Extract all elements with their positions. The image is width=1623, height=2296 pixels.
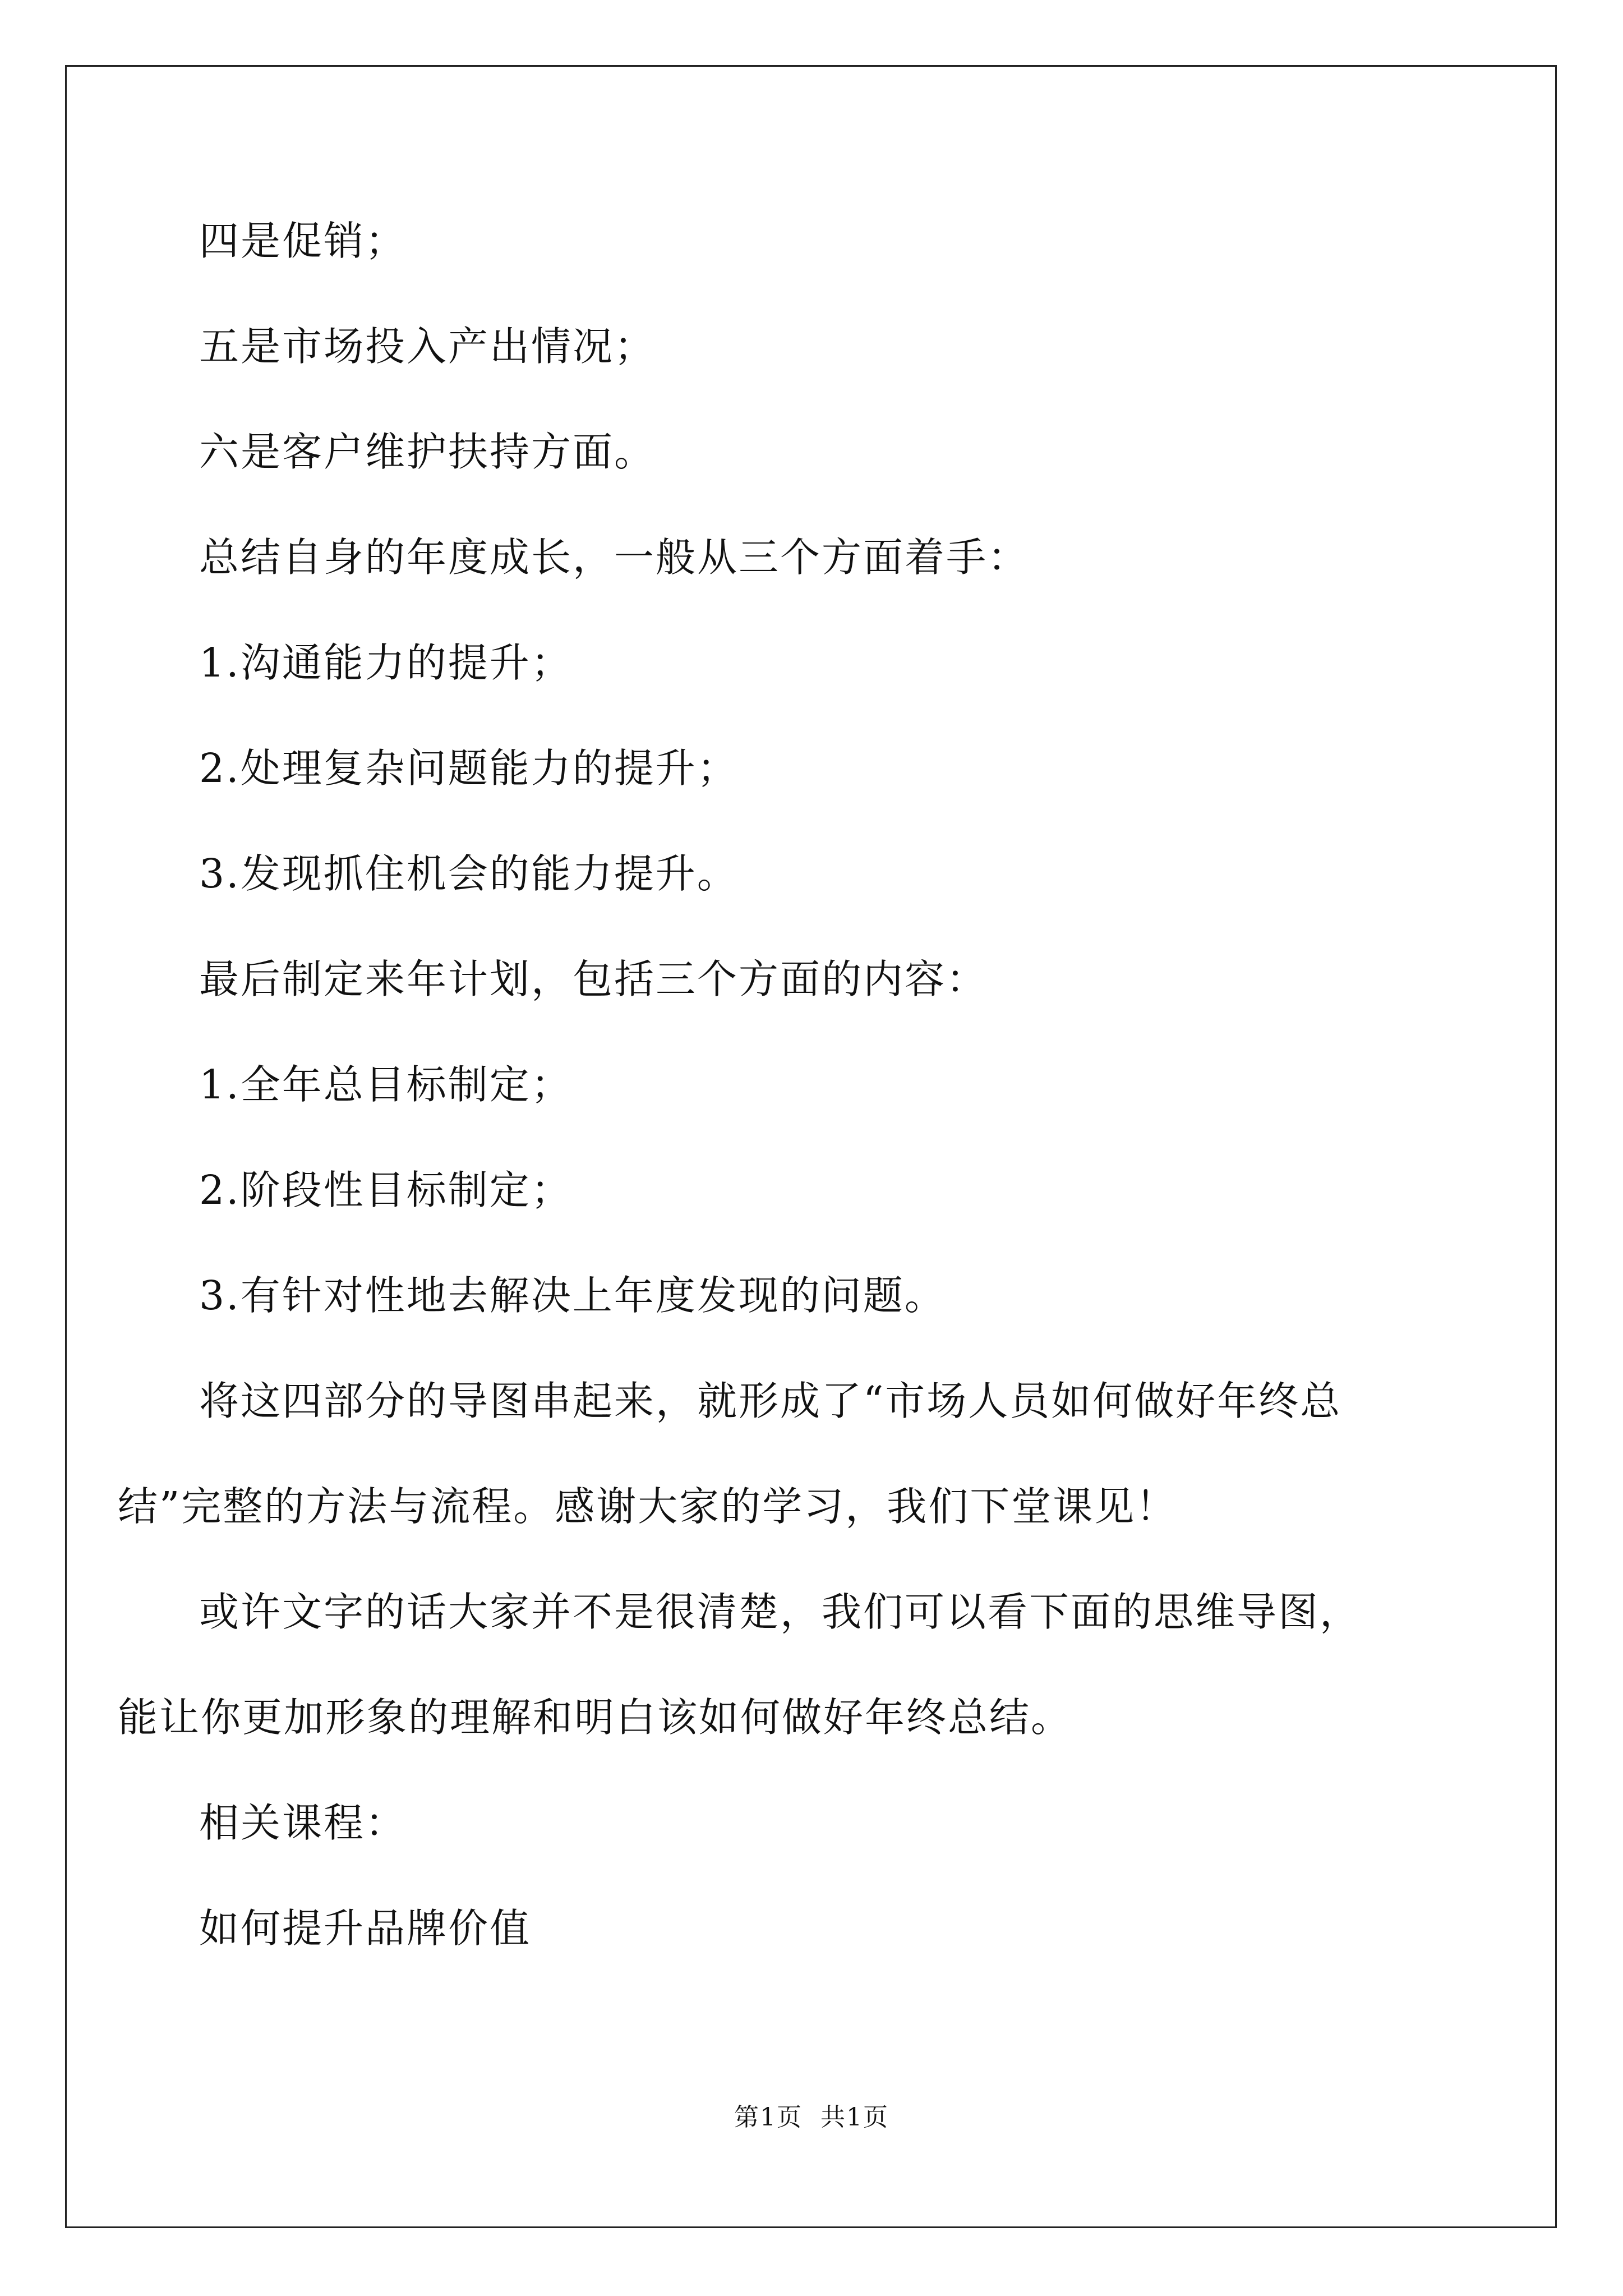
summary-paragraph: 将这四部分的导图串起来，就形成了“市场人员如何做好年终总结”完整的方法与流程。感谢大家的学习，我们下堂课见！: [118, 1378, 1342, 1530]
list-line-customer-maintenance: 六是客户维护扶持方面。: [199, 429, 656, 475]
growth-item-2: 2.处理复杂问题能力的提升；: [199, 745, 739, 792]
page-footer: [0, 2097, 1623, 2133]
growth-item-1: 1.沟通能力的提升；: [199, 639, 573, 686]
growth-item-3: 3.发现抓住机会的能力提升。: [199, 850, 739, 897]
plan-item-1: 1.全年总目标制定；: [199, 1061, 573, 1108]
page-number-current: 第1页: [734, 2103, 803, 2132]
list-line-promotion: 四是促销；: [199, 218, 407, 264]
growth-intro-line: 总结自身的年度成长，一般从三个方面着手：: [199, 534, 1030, 581]
document-body: [118, 213, 1433, 2006]
page-number-total: 共1页: [820, 2103, 889, 2132]
mindmap-paragraph: 或许文字的话大家并不是很清楚，我们可以看下面的思维导图，能让你更加形象的理解和明白该如何做好年终总结。: [118, 1589, 1362, 1741]
related-courses-label: 相关课程：: [199, 1800, 407, 1846]
list-line-market-input-output: 五是市场投入产出情况；: [199, 323, 656, 370]
related-course-link: 如何提升品牌价值: [199, 1905, 532, 1952]
plan-intro-line: 最后制定来年计划，包括三个方面的内容：: [199, 956, 988, 1002]
plan-item-2: 2.阶段性目标制定；: [199, 1167, 573, 1213]
plan-item-3: 3.有针对性地去解决上年度发现的问题。: [199, 1272, 946, 1319]
